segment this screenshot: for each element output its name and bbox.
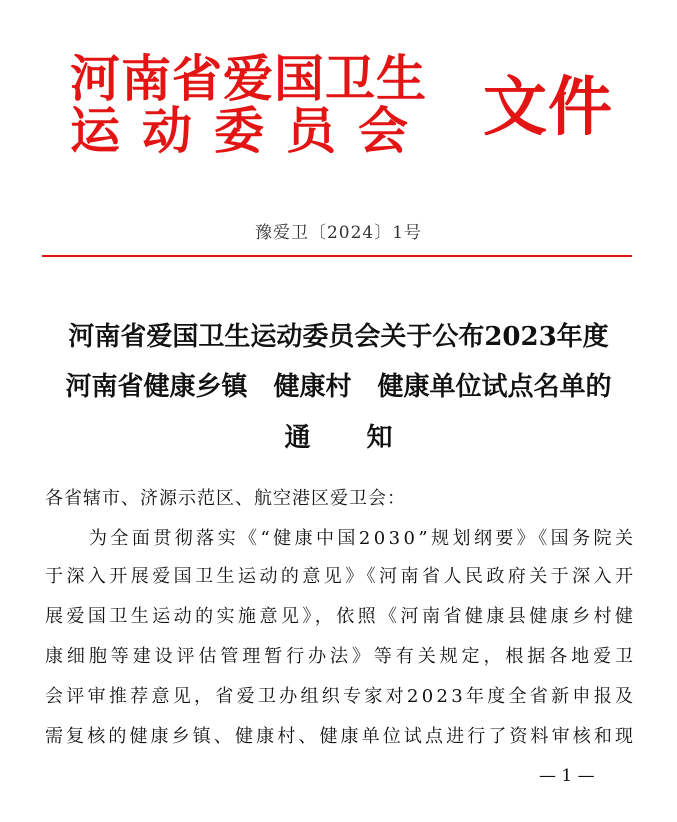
title-line1: 河南省爱国卫生运动委员会关于公布2023年度 xyxy=(68,322,609,352)
salutation: 各省辖市、济源示范区、航空港区爱卫会： xyxy=(45,488,406,509)
body-line-4-text: 康细胞等建设评估管理暂行办法》等有关规定，根据各地爱卫 xyxy=(45,646,637,667)
body-line-4 xyxy=(45,646,637,667)
body-line-6 xyxy=(45,726,637,747)
document-type-label: 文件 xyxy=(483,70,613,145)
title-line3: 通知 xyxy=(284,423,449,453)
body-line-5-text: 会评审推荐意见，省爱卫办组织专家对2023年度全省新申报及 xyxy=(45,686,637,707)
body-line-1-text: 为全面贯彻落实《“健康中国2030”规划纲要》《国务院关 xyxy=(89,528,637,549)
body-line-6-text: 需复核的健康乡镇、健康村、健康单位试点进行了资料审核和现 xyxy=(45,726,637,747)
title-line2: 河南省健康乡镇 健康村 健康单位试点名单的 xyxy=(65,372,612,402)
body-line-2-text: 于深入开展爱国卫生运动的意见》《河南省人民政府关于深入开 xyxy=(45,566,637,587)
page-number: — 1 — xyxy=(539,766,595,786)
body-line-1 xyxy=(45,528,637,549)
body-line-2 xyxy=(45,566,637,587)
body-line-3 xyxy=(45,606,637,627)
body-line-3-text: 展爱国卫生运动的实施意见》，依照《河南省健康县健康乡村健 xyxy=(45,606,637,627)
issuer-name-line2: 运动委员会 xyxy=(70,101,430,160)
issuer-name-line1: 河南省爱国卫生 xyxy=(70,49,427,108)
document-number: 豫爱卫〔2024〕1号 xyxy=(254,223,423,243)
body-line-5 xyxy=(45,686,637,707)
red-separator-line xyxy=(42,255,632,257)
